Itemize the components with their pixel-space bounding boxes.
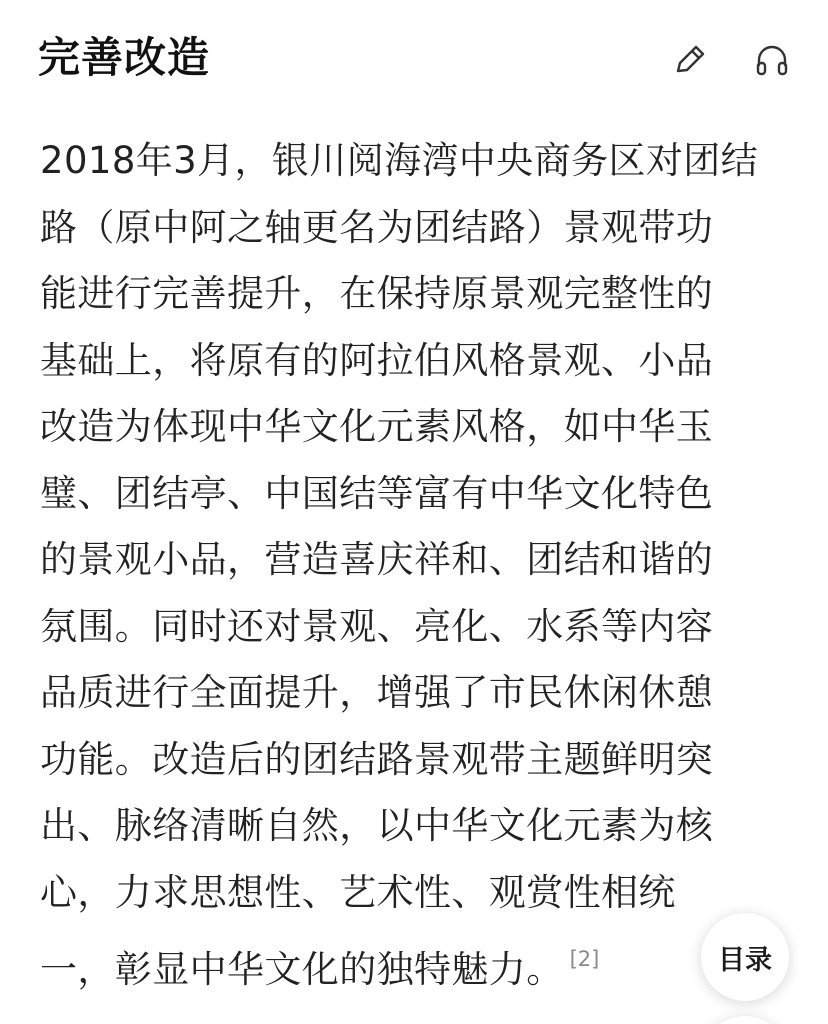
article-paragraph [40, 128, 790, 993]
section-header [0, 0, 828, 118]
toc-label: 目录 [718, 944, 772, 976]
paragraph-line: 出、脉络清晰自然，以中华文化元素为核 [40, 804, 714, 847]
paragraph-line: 路（原中阿之轴更名为团结路）景观带功 [40, 205, 714, 249]
headphones-icon[interactable] [752, 40, 792, 80]
table-of-contents-button[interactable] [701, 913, 789, 1001]
paragraph-line: 2018年3月，银川阅海湾中央商务区对团结 [40, 139, 759, 182]
paragraph-line: 一，彰显中华文化的独特魅力。 [40, 948, 564, 991]
paragraph-line: 功能。改造后的团结路景观带主题鲜明突 [40, 737, 714, 781]
pencil-icon[interactable] [670, 40, 710, 80]
paragraph-line: 品质进行全面提升，增强了市民休闲休憩 [40, 671, 714, 714]
paragraph-line: 氛围。同时还对景观、亮化、水系等内容 [40, 604, 714, 648]
paragraph-last-line [40, 926, 790, 993]
paragraph-line: 璧、团结亭、中国结等富有中华文化特色 [40, 471, 714, 515]
paragraph-line: 心，力求思想性、艺术性、观赏性相统 [40, 870, 676, 914]
floating-action-button[interactable] [701, 1016, 789, 1024]
reference-link[interactable]: [2] [569, 947, 600, 971]
paragraph-line: 的景观小品，营造喜庆祥和、团结和谐的 [40, 538, 714, 581]
section-title: 完善改造 [38, 33, 211, 82]
paragraph-line: 能进行完善提升，在保持原景观完整性的 [40, 272, 714, 315]
paragraph-line: 改造为体现中华文化元素风格，如中华玉 [40, 405, 714, 448]
paragraph-line: 基础上，将原有的阿拉伯风格景观、小品 [40, 338, 714, 382]
